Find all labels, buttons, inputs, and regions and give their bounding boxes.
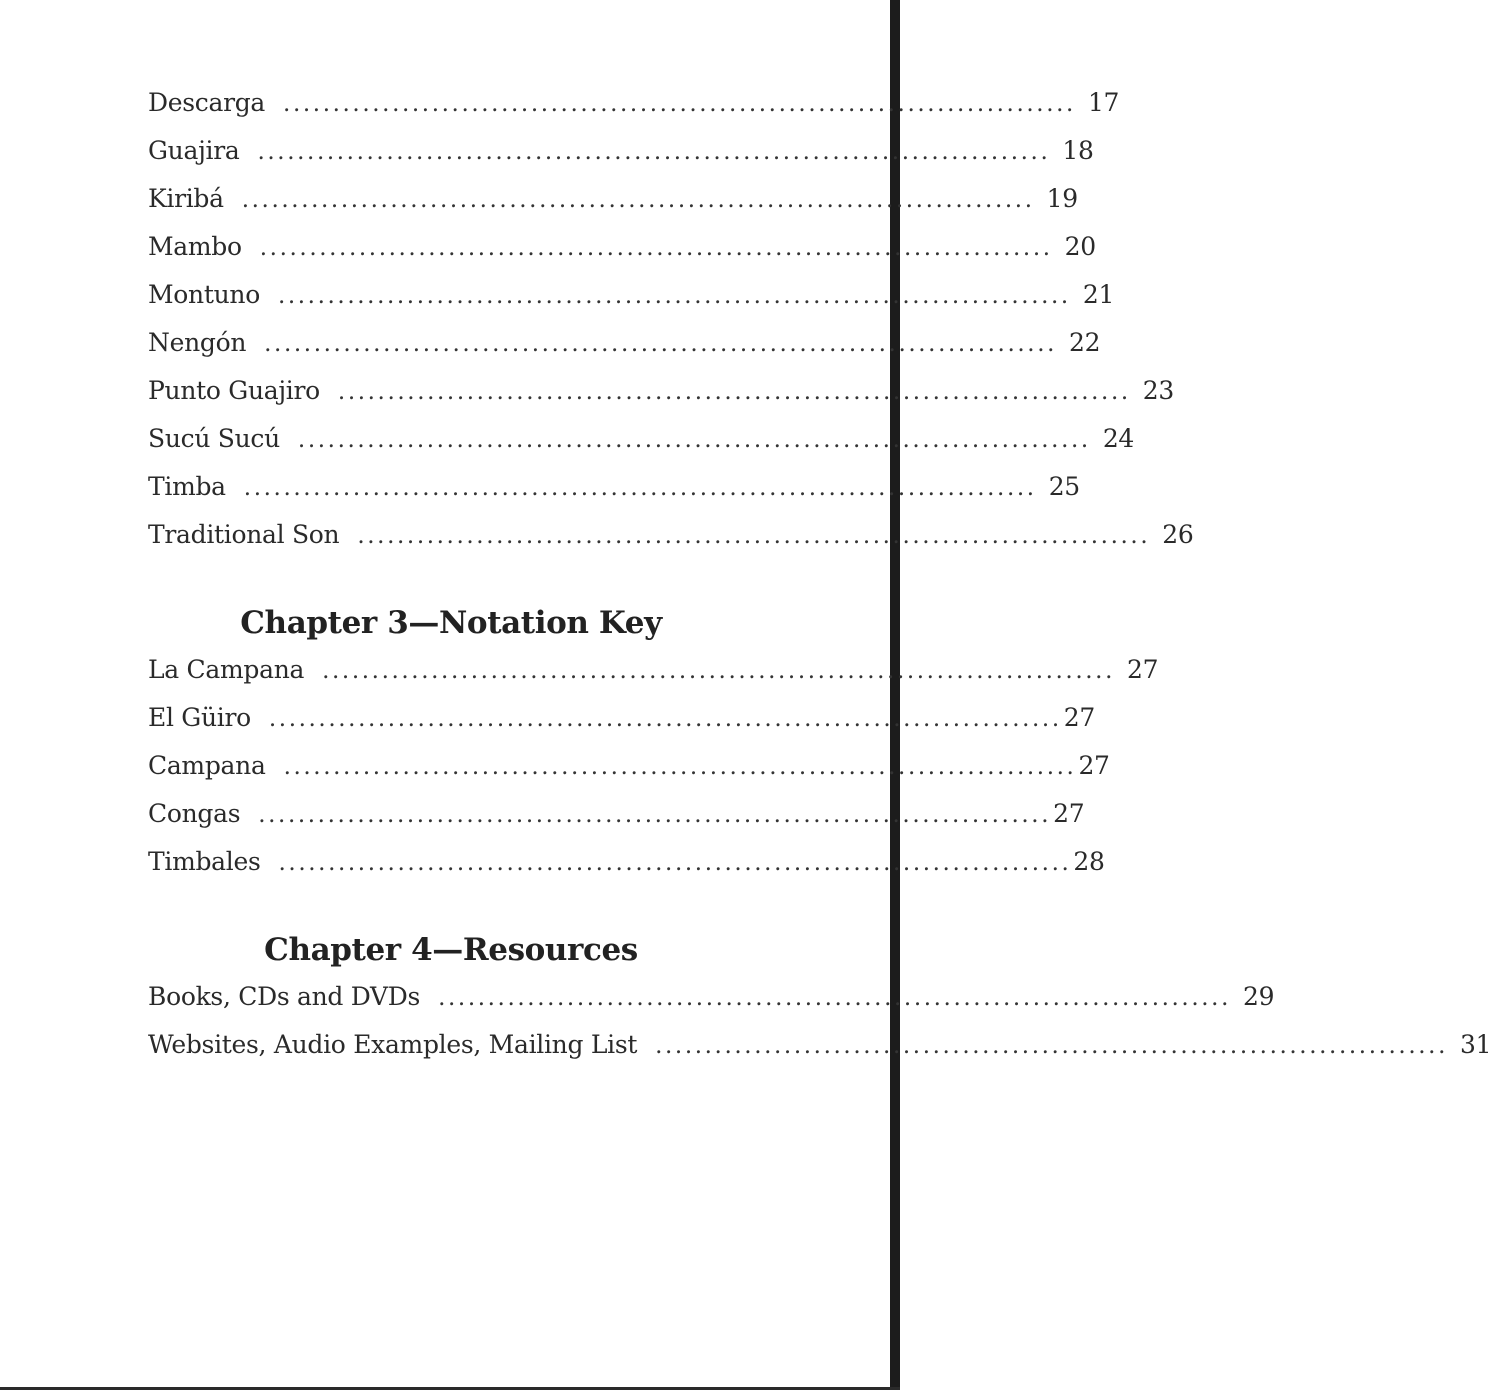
toc-entry-title: El Güiro bbox=[148, 703, 251, 732]
toc-entry-page: 27 bbox=[1053, 799, 1085, 828]
toc-entry[interactable] bbox=[148, 790, 1085, 838]
toc-entry[interactable] bbox=[148, 1021, 1491, 1069]
dot-leader: ................................................................................ bbox=[655, 1033, 1448, 1059]
toc-entry-title: La Campana bbox=[148, 655, 305, 684]
toc-entry[interactable] bbox=[148, 319, 1101, 367]
toc-entry[interactable] bbox=[148, 271, 1115, 319]
toc-entry[interactable] bbox=[148, 511, 1194, 559]
dot-leader: ................................................................................ bbox=[268, 706, 1062, 732]
dot-leader: ................................................................................ bbox=[257, 139, 1051, 165]
toc-entry-title: Timba bbox=[148, 472, 226, 501]
toc-entry[interactable] bbox=[148, 463, 1080, 511]
section-spacer bbox=[148, 559, 754, 600]
toc-entry-page: 24 bbox=[1102, 424, 1135, 453]
toc-entry-page: 28 bbox=[1073, 847, 1105, 876]
toc-entry-page: 27 bbox=[1127, 655, 1159, 684]
dot-leader: ................................................................................ bbox=[357, 523, 1151, 549]
toc-entry-title: Guajira bbox=[148, 136, 240, 165]
toc-entry[interactable] bbox=[148, 223, 1096, 271]
toc-entry-title: Books, CDs and DVDs bbox=[148, 982, 421, 1011]
toc-entry-title: Traditional Son bbox=[148, 520, 340, 549]
toc-entry[interactable] bbox=[148, 367, 1175, 415]
dot-leader: ................................................................................ bbox=[264, 331, 1058, 357]
toc-entry-page: 27 bbox=[1063, 703, 1095, 732]
dot-leader: ................................................................................ bbox=[258, 802, 1052, 828]
toc-entry-page: 31 bbox=[1459, 1030, 1491, 1059]
toc-entry-page: 26 bbox=[1162, 520, 1194, 549]
toc-section-continued bbox=[148, 79, 1194, 559]
dot-leader: ................................................................................ bbox=[283, 754, 1077, 780]
toc-entry[interactable] bbox=[148, 646, 1159, 694]
table-of-contents bbox=[148, 79, 1491, 1069]
toc-section-chapter-4 bbox=[148, 927, 1491, 1069]
dot-leader: ................................................................................ bbox=[243, 475, 1037, 501]
toc-entry-page: 23 bbox=[1142, 376, 1175, 405]
toc-entry-page: 21 bbox=[1082, 280, 1115, 309]
chapter-heading[interactable]: Chapter 3—Notation Key bbox=[240, 605, 662, 641]
toc-entry-title: Montuno bbox=[148, 280, 260, 309]
section-spacer bbox=[148, 886, 754, 927]
toc-entry-title: Descarga bbox=[148, 88, 266, 117]
toc-entry-page: 29 bbox=[1242, 982, 1275, 1011]
toc-entry-title: Congas bbox=[148, 799, 241, 828]
dot-leader: ................................................................................ bbox=[337, 379, 1131, 405]
toc-entry-title: Nengón bbox=[148, 328, 247, 357]
toc-entry[interactable] bbox=[148, 838, 1105, 886]
dot-leader: ................................................................................ bbox=[322, 658, 1115, 684]
toc-entry[interactable] bbox=[148, 127, 1094, 175]
dot-leader: ................................................................................ bbox=[278, 850, 1072, 876]
toc-entry-page: 22 bbox=[1069, 328, 1101, 357]
toc-entry-title: Timbales bbox=[148, 847, 261, 876]
toc-entry-page: 17 bbox=[1087, 88, 1120, 117]
toc-entry-title: Campana bbox=[148, 751, 266, 780]
toc-entry-title: Websites, Audio Examples, Mailing List bbox=[148, 1030, 638, 1059]
toc-entry[interactable] bbox=[148, 415, 1135, 463]
dot-leader: ................................................................................ bbox=[277, 283, 1071, 309]
toc-entry[interactable] bbox=[148, 79, 1120, 127]
toc-entry[interactable] bbox=[148, 973, 1275, 1021]
dot-leader: ................................................................................ bbox=[438, 985, 1231, 1011]
toc-entry-page: 20 bbox=[1064, 232, 1096, 261]
toc-entry-title: Mambo bbox=[148, 232, 242, 261]
dot-leader: ................................................................................ bbox=[259, 235, 1053, 261]
toc-entry[interactable] bbox=[148, 742, 1110, 790]
toc-entry-page: 27 bbox=[1078, 751, 1110, 780]
toc-entry[interactable] bbox=[148, 694, 1095, 742]
toc-entry-page: 19 bbox=[1046, 184, 1078, 213]
dot-leader: ................................................................................ bbox=[297, 427, 1091, 453]
toc-entry-title: Punto Guajiro bbox=[148, 376, 320, 405]
toc-entry-page: 25 bbox=[1048, 472, 1080, 501]
chapter-heading[interactable]: Chapter 4—Resources bbox=[264, 932, 638, 968]
toc-section-chapter-3 bbox=[148, 600, 1159, 886]
dot-leader: ................................................................................ bbox=[283, 91, 1076, 117]
toc-entry-title: Kiribá bbox=[148, 184, 224, 213]
toc-entry-title: Sucú Sucú bbox=[148, 424, 280, 453]
toc-entry[interactable] bbox=[148, 175, 1078, 223]
dot-leader: ................................................................................ bbox=[241, 187, 1035, 213]
toc-entry-page: 18 bbox=[1062, 136, 1094, 165]
